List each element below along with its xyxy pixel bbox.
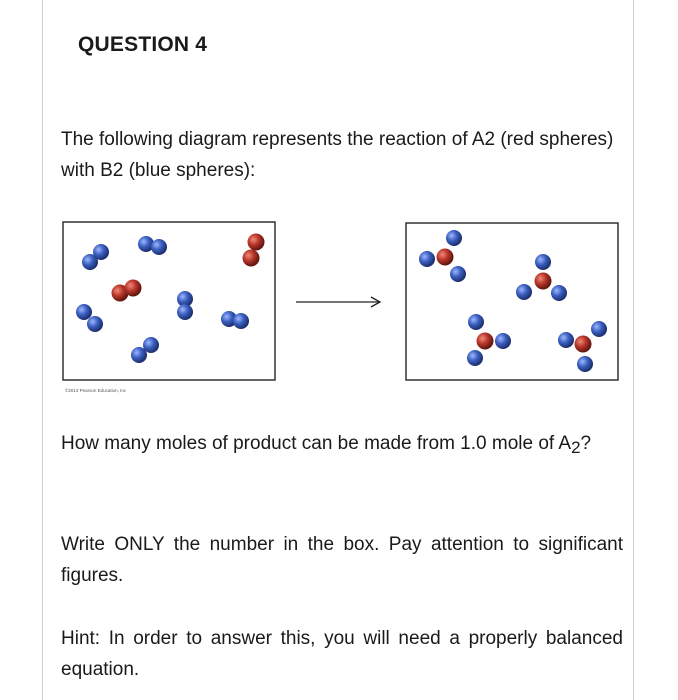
question-title: QUESTION 4 bbox=[78, 33, 208, 56]
answer-instructions: Write ONLY the number in the box. Pay attention to significant figures. bbox=[61, 534, 623, 586]
prompt-end: ? bbox=[580, 433, 592, 454]
prompt-subscript: 2 bbox=[571, 438, 581, 457]
prompt-text: How many moles of product can be made from 1.0 mole of A bbox=[61, 433, 572, 454]
hint-text: Hint: In order to answer this, you will need a properly balanced equation. bbox=[61, 628, 623, 680]
reaction-arrow bbox=[296, 297, 380, 307]
question-intro: The following diagram represents the reaction of A2 (red spheres) with B2 (blue spheres): bbox=[61, 129, 614, 181]
question-prompt bbox=[61, 428, 623, 463]
reaction-diagram bbox=[61, 220, 621, 400]
reactants-box bbox=[63, 222, 275, 380]
copyright-note: ©2013 Pearson Education, Inc bbox=[65, 388, 127, 393]
